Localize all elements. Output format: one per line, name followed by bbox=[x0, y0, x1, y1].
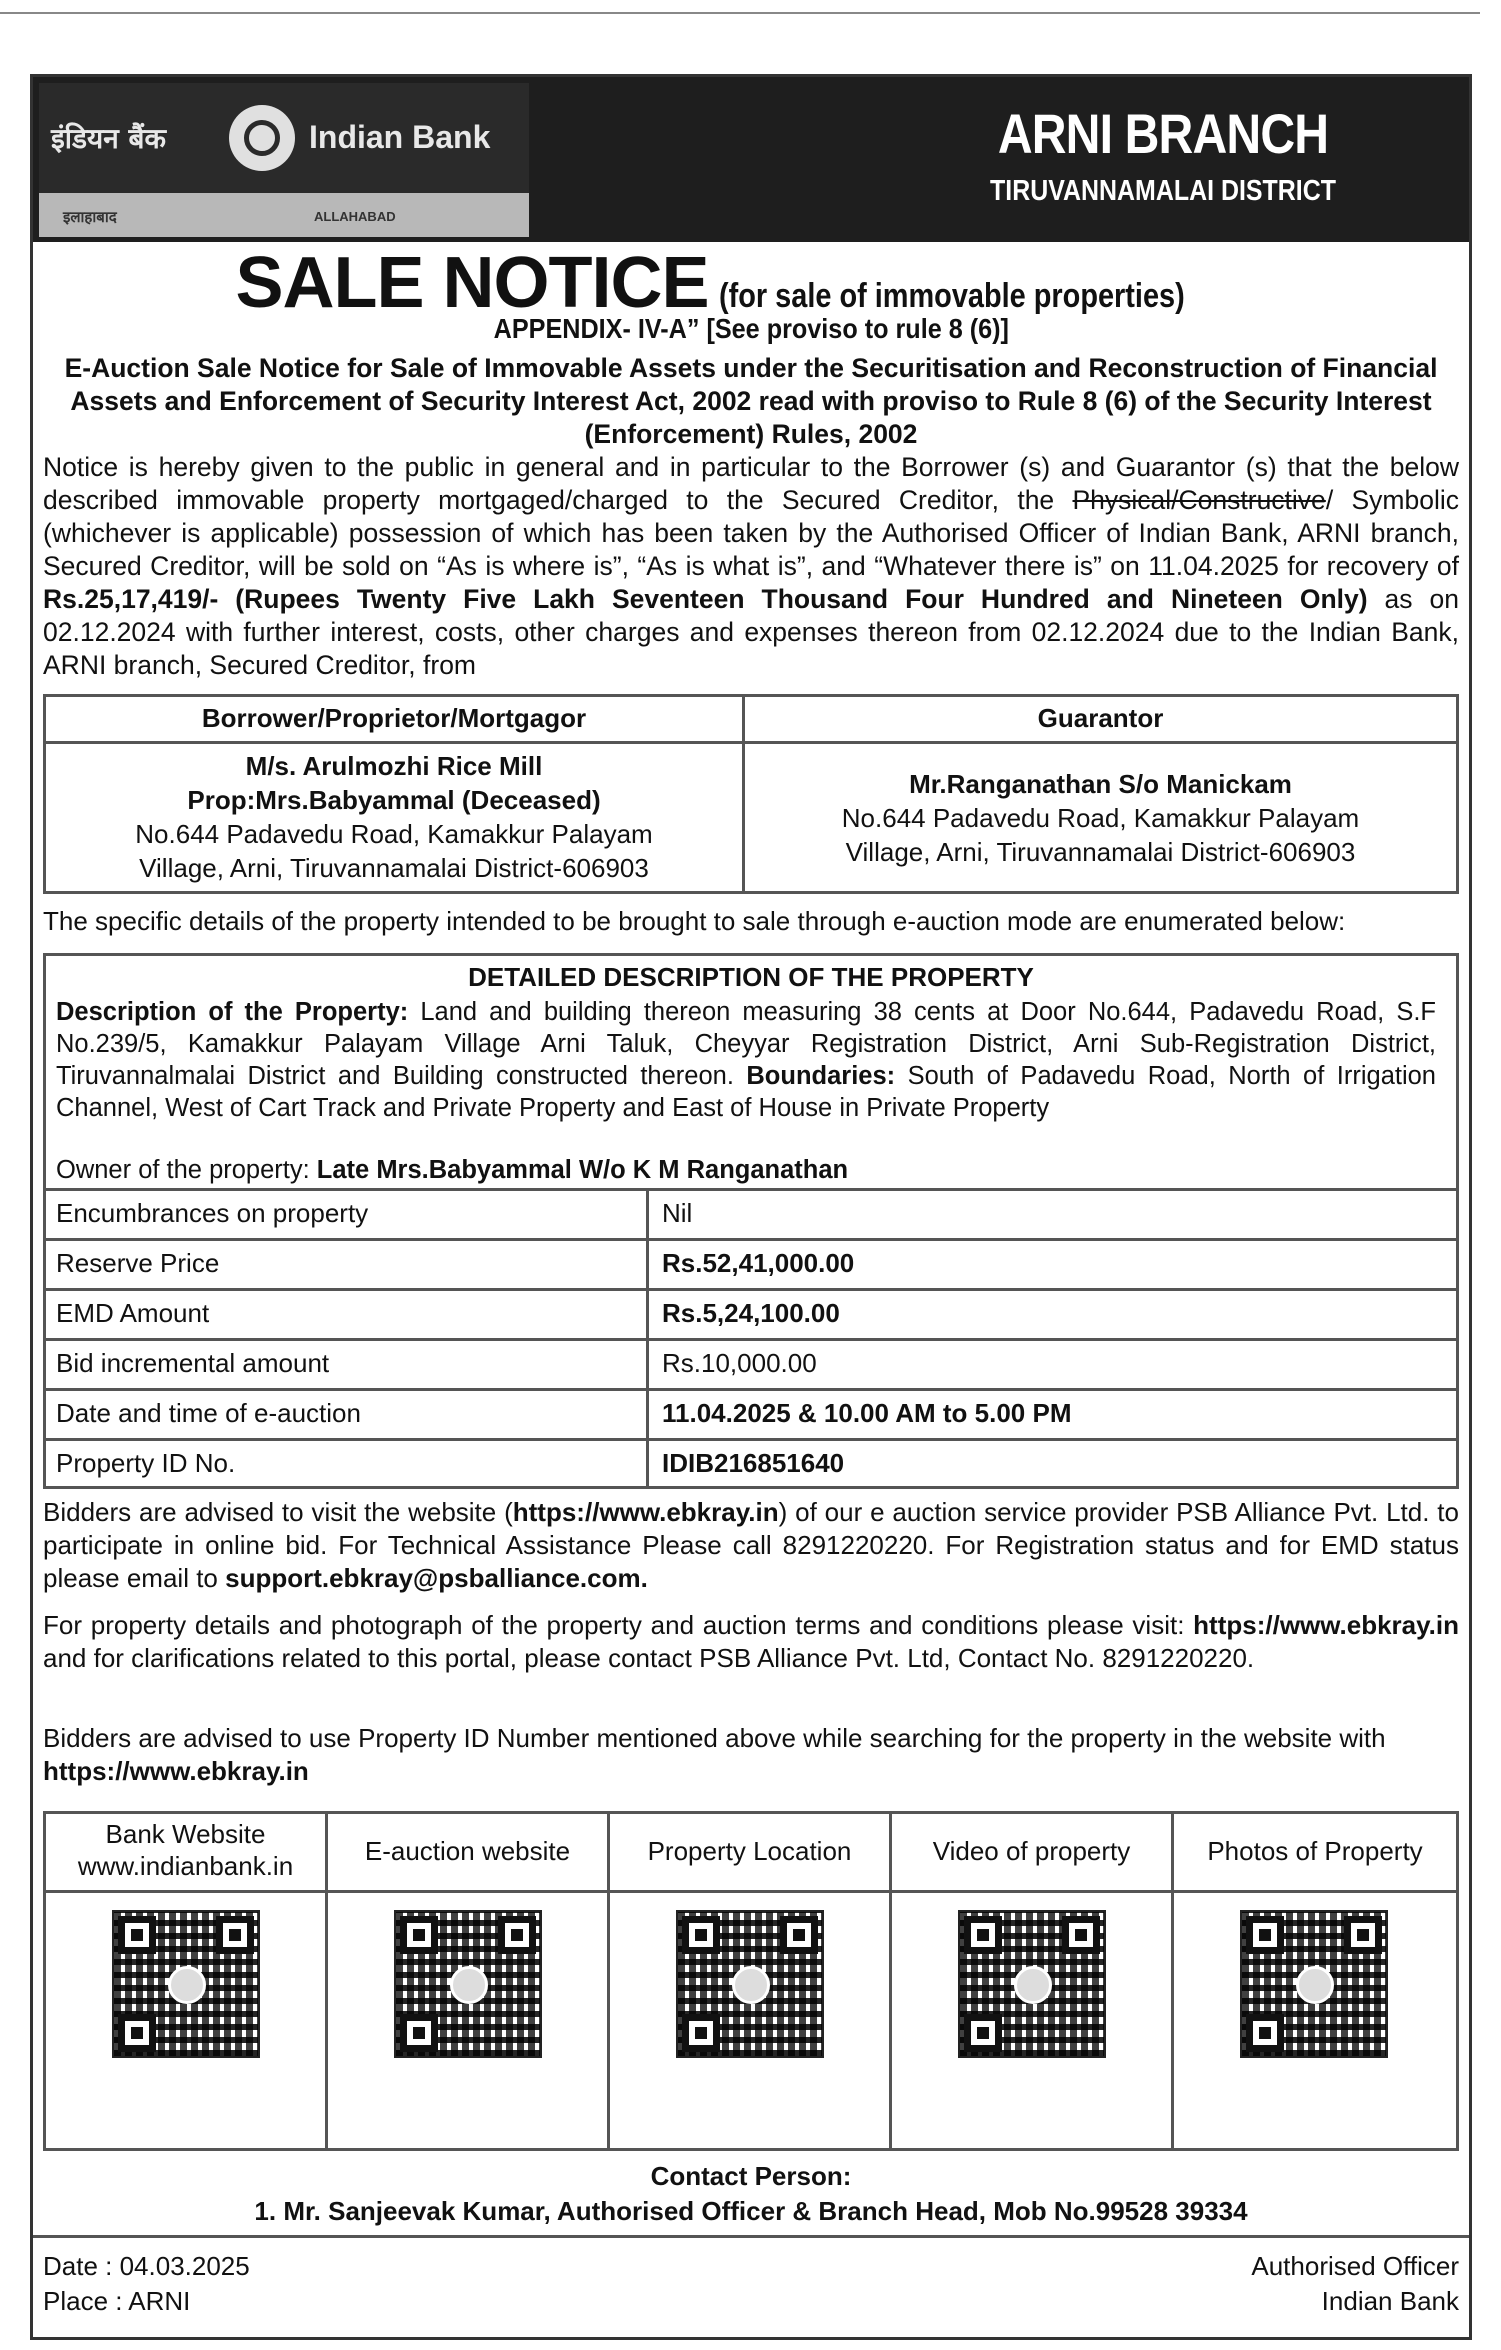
borrower-details bbox=[46, 749, 742, 885]
sale-notice-advertisement bbox=[30, 74, 1472, 2340]
struck-possession-type: Physical/Constructive bbox=[1072, 485, 1326, 515]
video-qr-icon[interactable] bbox=[958, 1910, 1106, 2058]
bidders-paragraph-3: Bidders are advised to use Property ID Number mentioned above while searching for the property in the website with https://www.ebkray.in bbox=[43, 1723, 1386, 1786]
guarantor-address-line2: Village, Arni, Tiruvannamalai District-606903 bbox=[845, 837, 1356, 867]
photos-qr-icon[interactable] bbox=[1240, 1910, 1388, 2058]
qr-label-property-location: Property Location bbox=[647, 1836, 852, 1866]
bank-emblem-icon bbox=[229, 105, 295, 171]
borrower-header: Borrower/Proprietor/Mortgagor bbox=[201, 703, 587, 733]
authorised-officer: Authorised Officer bbox=[1251, 2251, 1459, 2281]
logo-english-text: Indian Bank bbox=[309, 119, 491, 155]
qr-label-eauction-website: E-auction website bbox=[364, 1836, 571, 1866]
property-description: Description of the Property: Land and building thereon measuring 38 cents at Door No.644, Padavedu Road, S.F No.239/5, Kamakkur Palayam Village Arni Taluk, Cheyyar Registration District, Arni Sub-Registration District, Tiruvannalmalai District and Building constructed thereon. Boundaries: South of Padavedu Road, North of Irrigation Channel, West of Cart Track and Private Property and East of House in Private Property bbox=[56, 998, 1436, 1122]
footer-divider bbox=[33, 2235, 1469, 2238]
guarantor-details bbox=[745, 767, 1456, 869]
borrower-name: M/s. Arulmozhi Rice Mill bbox=[245, 751, 543, 781]
ebkray-link-2[interactable]: https://www.ebkray.in bbox=[1193, 1610, 1459, 1640]
sale-notice-heading: SALE NOTICE bbox=[235, 243, 709, 323]
parties-table bbox=[43, 694, 1459, 894]
guarantor-name: Mr.Ranganathan S/o Manickam bbox=[909, 769, 1292, 799]
contact-heading: Contact Person: bbox=[650, 2161, 852, 2191]
notice-paragraph: Notice is hereby given to the public in general and in particular to the Borrower (s) and Guarantor (s) that the below described immovable property mortgaged/charged to the Secured Creditor, the Physical/Constructive/ Symbolic (whichever is applicable) possession of which has been taken by the Authorised Officer of Indian Bank, ARNI branch, Secured Creditor, will be sold on “As is where is”, “As is what is”, and “Whatever there is” on 11.04.2025 for recovery of Rs.25,17,419/- (Rupees Twenty Five Lakh Seventeen Thousand Four Hundred and Nineteen Only) as on 02.12.2024 with further interest, costs, other charges and expenses thereon from 02.12.2024 due to the Indian Bank, ARNI branch, Secured Creditor, from bbox=[43, 452, 1459, 680]
qr-label-bank-website: Bank Website www.indianbank.in bbox=[77, 1819, 294, 1881]
top-rule bbox=[0, 12, 1480, 14]
footer-left bbox=[43, 2249, 250, 2319]
property-location-qr-icon[interactable] bbox=[676, 1910, 824, 2058]
eauction-website-qr-icon[interactable] bbox=[394, 1910, 542, 2058]
row-label-reserve-price: Reserve Price bbox=[56, 1248, 220, 1278]
ebkray-link[interactable]: https://www.ebkray.in bbox=[512, 1497, 779, 1527]
row-value-reserve-price: Rs.52,41,000.00 bbox=[662, 1248, 855, 1278]
logo-sub-hindi: इलाहाबाद bbox=[63, 208, 117, 226]
row-label-auction-date: Date and time of e-auction bbox=[56, 1398, 361, 1428]
ebkray-link-3[interactable]: https://www.ebkray.in bbox=[43, 1756, 309, 1786]
row-value-bid-increment: Rs.10,000.00 bbox=[662, 1348, 817, 1378]
indian-bank-logo bbox=[39, 83, 529, 237]
bidders-paragraph-1: Bidders are advised to visit the website (https://www.ebkray.in) of our e auction service provider PSB Alliance Pvt. Ltd. to participate in online bid. For Technical Assistance Please call 8291220220. For Registration status and for EMD status please email to support.ebkray@psballiance.com. bbox=[43, 1497, 1459, 1593]
qr-label-photos: Photos of Property bbox=[1207, 1836, 1423, 1866]
row-label-emd-amount: EMD Amount bbox=[56, 1298, 210, 1328]
notice-date: Date : 04.03.2025 bbox=[43, 2251, 250, 2281]
row-label-encumbrances: Encumbrances on property bbox=[56, 1198, 369, 1228]
row-value-auction-date: 11.04.2025 & 10.00 AM to 5.00 PM bbox=[662, 1398, 1072, 1428]
property-owner: Owner of the property: Late Mrs.Babyammal W/o K M Ranganathan bbox=[56, 1156, 849, 1184]
recovery-amount: Rs.25,17,419/- (Rupees Twenty Five Lakh Seventeen Thousand Four Hundred and Nineteen Only) bbox=[43, 584, 1368, 614]
district-name: TIRUVANNAMALAI DISTRICT bbox=[990, 175, 1336, 207]
row-value-emd-amount: Rs.5,24,100.00 bbox=[662, 1298, 840, 1328]
specific-details-line: The specific details of the property intended to be brought to sale through e-auction mode are enumerated below: bbox=[43, 906, 1346, 936]
borrower-proprietor: Prop:Mrs.Babyammal (Deceased) bbox=[187, 785, 601, 815]
appendix-line: APPENDIX- IV-A” [See proviso to rule 8 (6)] bbox=[493, 313, 1009, 344]
header-banner bbox=[33, 77, 1469, 242]
row-value-encumbrances: Nil bbox=[662, 1198, 693, 1228]
contact-person: 1. Mr. Sanjeevak Kumar, Authorised Officer & Branch Head, Mob No.99528 39334 bbox=[254, 2196, 1248, 2226]
borrower-address-line2: Village, Arni, Tiruvannamalai District-606903 bbox=[139, 853, 649, 883]
bank-name: Indian Bank bbox=[1321, 2286, 1459, 2316]
notice-place: Place : ARNI bbox=[43, 2286, 191, 2316]
row-label-bid-increment: Bid incremental amount bbox=[56, 1348, 330, 1378]
guarantor-header: Guarantor bbox=[1037, 703, 1164, 733]
borrower-address-line1: No.644 Padavedu Road, Kamakkur Palayam bbox=[135, 819, 653, 849]
footer-right bbox=[1251, 2249, 1459, 2319]
branch-name: ARNI BRANCH bbox=[997, 102, 1329, 165]
property-table bbox=[43, 953, 1459, 1489]
sale-notice-subheading: (for sale of immovable properties) bbox=[718, 277, 1185, 315]
bidders-paragraph-2: For property details and photograph of the property and auction terms and conditions please visit: https://www.ebkray.in and for clarifications related to this portal, please contact PSB Alliance Pvt. Ltd, Contact No. 8291220220. bbox=[43, 1610, 1459, 1673]
property-heading: DETAILED DESCRIPTION OF THE PROPERTY bbox=[468, 962, 1034, 992]
row-value-property-id: IDIB216851640 bbox=[662, 1448, 845, 1478]
logo-sub-english: ALLAHABAD bbox=[314, 209, 396, 224]
qr-code-table bbox=[43, 1811, 1459, 2151]
intro-heading: E-Auction Sale Notice for Sale of Immovable Assets under the Securitisation and Reconstruction of Financial Assets and Enforcement of Security Interest Act, 2002 read with proviso to Rule 8 (6) of the Security Interest (Enforcement) Rules, 2002 bbox=[64, 353, 1438, 449]
logo-hindi-text: इंडियन बैंक bbox=[51, 122, 167, 155]
support-email-link[interactable]: support.ebkray@psballiance.com. bbox=[225, 1563, 648, 1593]
notice-title bbox=[33, 242, 1469, 324]
qr-label-video: Video of property bbox=[932, 1836, 1131, 1866]
bank-website-qr-icon[interactable] bbox=[112, 1910, 260, 2058]
row-label-property-id: Property ID No. bbox=[56, 1448, 236, 1478]
guarantor-address-line1: No.644 Padavedu Road, Kamakkur Palayam bbox=[841, 803, 1360, 833]
